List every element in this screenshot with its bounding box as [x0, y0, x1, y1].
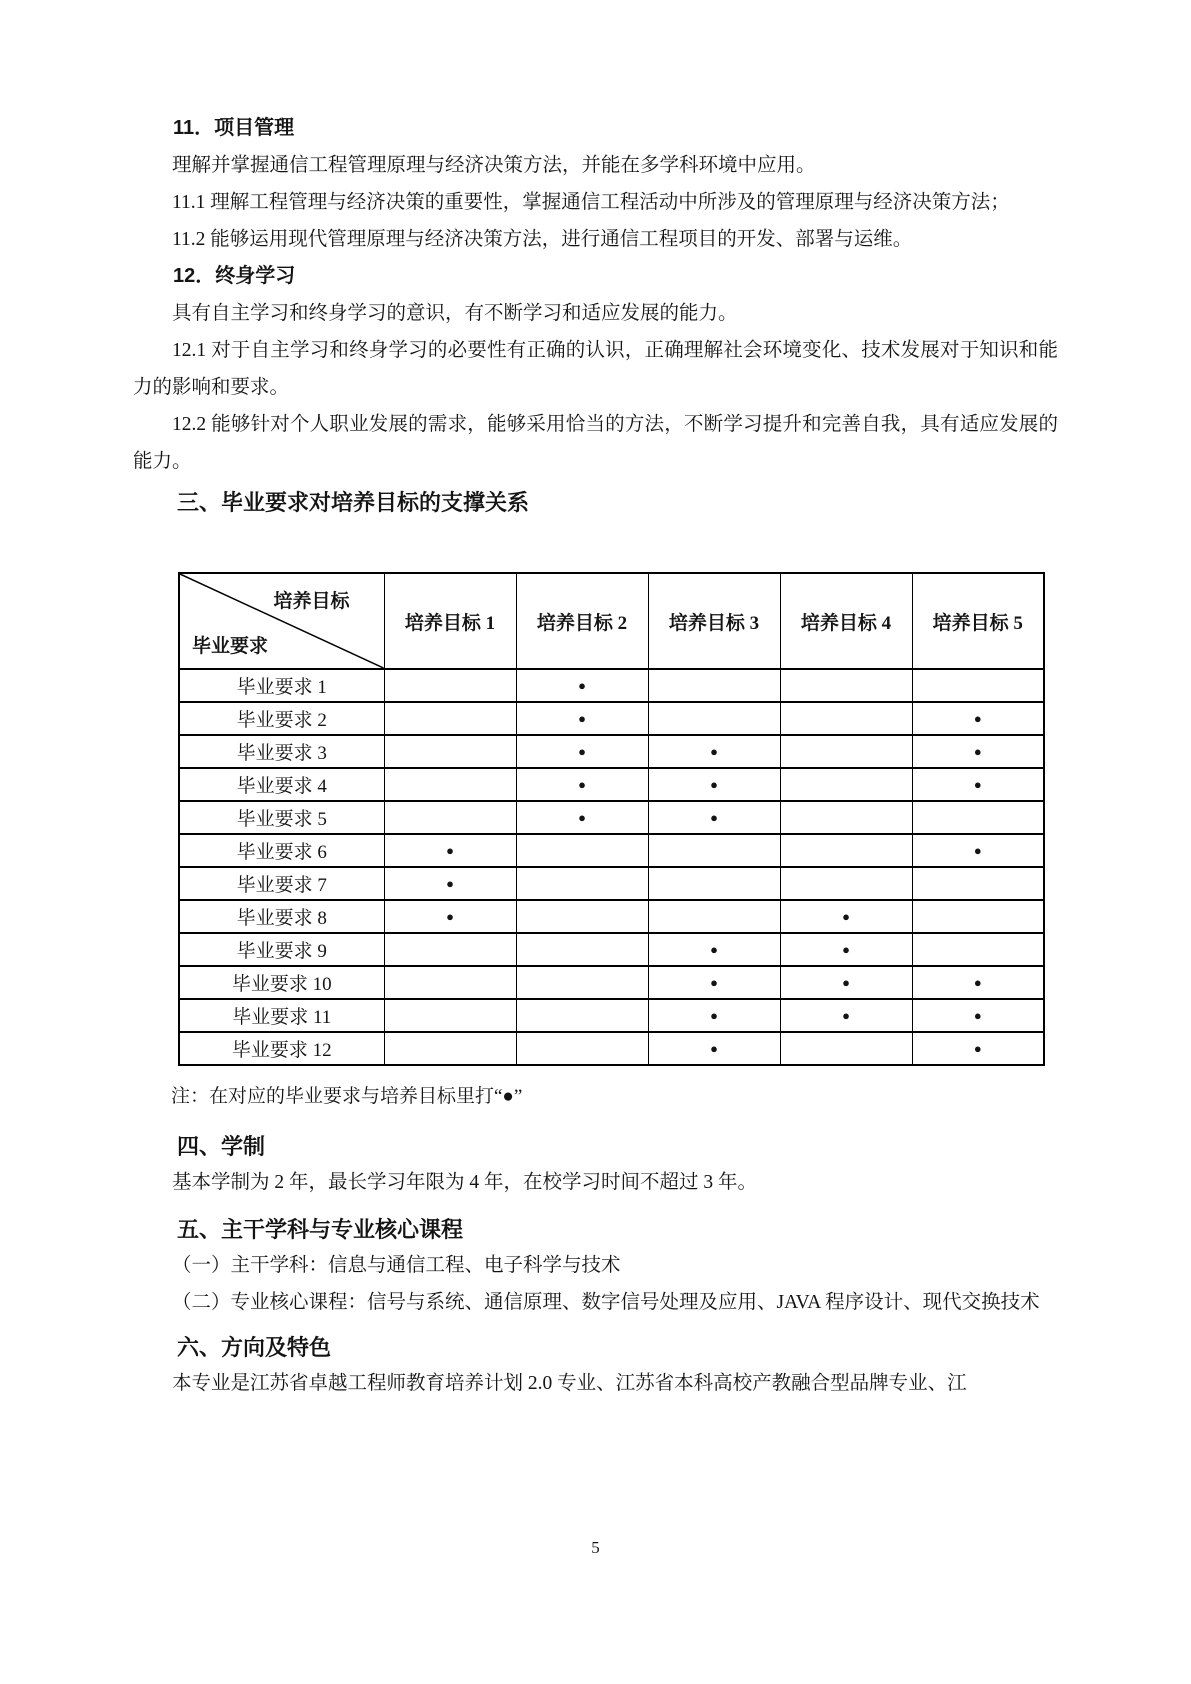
- mark-cell: [516, 867, 648, 900]
- table-row: [179, 900, 1044, 933]
- heading-direction-features: 六、方向及特色: [177, 1335, 332, 1360]
- section-12-intro: 具有自主学习和终身学习的意识，有不断学习和适应发展的能力。: [172, 303, 738, 324]
- mark-cell: [648, 702, 780, 735]
- heading-support-matrix: 三、毕业要求对培养目标的支撑关系: [177, 490, 530, 515]
- section-11-title: 11．项目管理: [173, 117, 295, 139]
- corner-label-objectives: 培养目标: [273, 591, 350, 612]
- table-row: [179, 735, 1044, 768]
- mark-cell: [780, 867, 912, 900]
- mark-cell: ●: [648, 1032, 780, 1065]
- mark-cell: ●: [780, 900, 912, 933]
- row-label: 毕业要求 4: [179, 768, 384, 801]
- mark-cell: [780, 669, 912, 702]
- row-label: 毕业要求 2: [179, 702, 384, 735]
- mark-cell: [912, 669, 1044, 702]
- mark-cell: [516, 900, 648, 933]
- table-row: [179, 933, 1044, 966]
- mark-cell: [648, 834, 780, 867]
- mark-cell: [516, 933, 648, 966]
- support-matrix-table: [178, 572, 1045, 1066]
- table-header-row: [179, 573, 1044, 669]
- mark-cell: [780, 735, 912, 768]
- section-12-title: 12．终身学习: [173, 265, 296, 287]
- table-row: [179, 801, 1044, 834]
- core-discipline-item-1: （一）主干学科：信息与通信工程、电子科学与技术: [172, 1255, 621, 1276]
- corner-label-requirements: 毕业要求: [192, 636, 269, 657]
- mark-cell: ●: [912, 1032, 1044, 1065]
- mark-cell: [648, 669, 780, 702]
- section-12-point-2: 12.2 能够针对个人职业发展的需求，能够采用恰当的方法，不断学习提升和完善自我，具有适应发展的能力。: [133, 414, 1058, 472]
- support-matrix-body: [179, 669, 1044, 1065]
- row-label: 毕业要求 11: [179, 999, 384, 1032]
- mark-cell: ●: [912, 966, 1044, 999]
- mark-cell: ●: [648, 999, 780, 1032]
- table-row: [179, 867, 1044, 900]
- table-row: [179, 999, 1044, 1032]
- table-row: [179, 1032, 1044, 1065]
- table-note: 注：在对应的毕业要求与培养目标里打“●”: [171, 1086, 523, 1107]
- core-discipline-item-2: （二）专业核心课程：信号与系统、通信原理、数字信号处理及应用、JAVA 程序设计、现代交换技术: [172, 1292, 1040, 1313]
- mark-cell: ●: [912, 834, 1044, 867]
- section-11-point-1: 11.1 理解工程管理与经济决策的重要性，掌握通信工程活动中所涉及的管理原理与经济决策方法；: [172, 192, 1010, 213]
- mark-cell: [780, 768, 912, 801]
- mark-cell: ●: [516, 768, 648, 801]
- column-header-objective-2: 培养目标 2: [516, 573, 648, 669]
- mark-cell: ●: [912, 702, 1044, 735]
- mark-cell: ●: [384, 867, 516, 900]
- row-label: 毕业要求 10: [179, 966, 384, 999]
- table-row: [179, 966, 1044, 999]
- mark-cell: [780, 702, 912, 735]
- mark-cell: [912, 867, 1044, 900]
- mark-cell: ●: [912, 768, 1044, 801]
- section-11-intro: 理解并掌握通信工程管理原理与经济决策方法，并能在多学科环境中应用。: [172, 155, 816, 176]
- heading-study-duration: 四、学制: [177, 1134, 266, 1159]
- mark-cell: [516, 999, 648, 1032]
- mark-cell: ●: [648, 933, 780, 966]
- mark-cell: ●: [780, 933, 912, 966]
- mark-cell: [384, 801, 516, 834]
- column-header-objective-1: 培养目标 1: [384, 573, 516, 669]
- mark-cell: [384, 966, 516, 999]
- mark-cell: ●: [516, 702, 648, 735]
- row-label: 毕业要求 3: [179, 735, 384, 768]
- mark-cell: [780, 1032, 912, 1065]
- mark-cell: ●: [516, 801, 648, 834]
- mark-cell: ●: [384, 900, 516, 933]
- mark-cell: [516, 834, 648, 867]
- row-label: 毕业要求 7: [179, 867, 384, 900]
- mark-cell: [516, 966, 648, 999]
- mark-cell: ●: [780, 966, 912, 999]
- mark-cell: [384, 933, 516, 966]
- row-label: 毕业要求 5: [179, 801, 384, 834]
- row-label: 毕业要求 9: [179, 933, 384, 966]
- mark-cell: ●: [912, 735, 1044, 768]
- section-12-point-1: 12.1 对于自主学习和终身学习的必要性有正确的认识，正确理解社会环境变化、技术发展对于知识和能力的影响和要求。: [133, 340, 1058, 398]
- mark-cell: [384, 702, 516, 735]
- mark-cell: ●: [384, 834, 516, 867]
- mark-cell: ●: [648, 735, 780, 768]
- section-11-point-2: 11.2 能够运用现代管理原理与经济决策方法，进行通信工程项目的开发、部署与运维。: [172, 229, 913, 250]
- table-row: [179, 834, 1044, 867]
- mark-cell: [912, 900, 1044, 933]
- table-row: [179, 669, 1044, 702]
- page-number: 5: [591, 1538, 600, 1557]
- heading-core-disciplines: 五、主干学科与专业核心课程: [177, 1217, 464, 1242]
- mark-cell: [648, 900, 780, 933]
- mark-cell: ●: [648, 768, 780, 801]
- mark-cell: [780, 801, 912, 834]
- column-header-objective-4: 培养目标 4: [780, 573, 912, 669]
- row-label: 毕业要求 6: [179, 834, 384, 867]
- mark-cell: ●: [516, 735, 648, 768]
- mark-cell: ●: [648, 801, 780, 834]
- mark-cell: [648, 867, 780, 900]
- column-header-objective-5: 培养目标 5: [912, 573, 1044, 669]
- row-label: 毕业要求 1: [179, 669, 384, 702]
- row-label: 毕业要求 12: [179, 1032, 384, 1065]
- mark-cell: [780, 834, 912, 867]
- mark-cell: [384, 1032, 516, 1065]
- table-row: [179, 768, 1044, 801]
- study-duration-text: 基本学制为 2 年，最长学习年限为 4 年，在校学习时间不超过 3 年。: [172, 1172, 758, 1193]
- mark-cell: ●: [648, 966, 780, 999]
- mark-cell: [516, 1032, 648, 1065]
- corner-header-cell: [179, 573, 384, 669]
- mark-cell: [384, 999, 516, 1032]
- mark-cell: [912, 801, 1044, 834]
- direction-features-text: 本专业是江苏省卓越工程师教育培养计划 2.0 专业、江苏省本科高校产教融合型品牌专业、江: [172, 1373, 967, 1394]
- table-row: [179, 702, 1044, 735]
- column-header-objective-3: 培养目标 3: [648, 573, 780, 669]
- mark-cell: [912, 933, 1044, 966]
- mark-cell: ●: [912, 999, 1044, 1032]
- row-label: 毕业要求 8: [179, 900, 384, 933]
- mark-cell: [384, 768, 516, 801]
- mark-cell: [384, 735, 516, 768]
- mark-cell: ●: [780, 999, 912, 1032]
- mark-cell: ●: [516, 669, 648, 702]
- mark-cell: [384, 669, 516, 702]
